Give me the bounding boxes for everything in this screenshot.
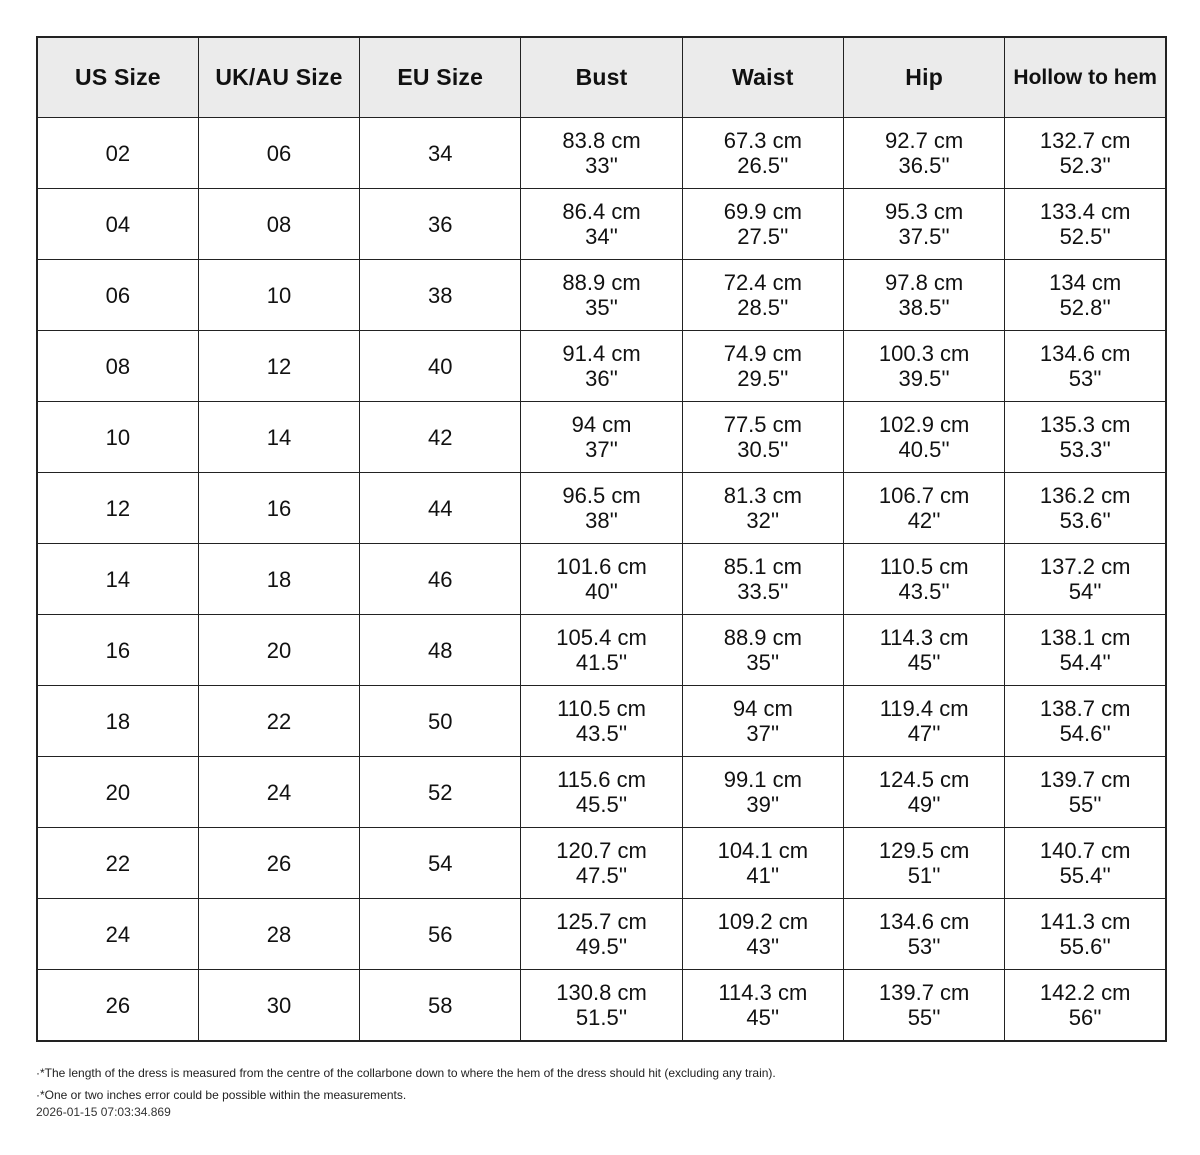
value-inches: 45'' [746,1005,780,1030]
cell-bust [521,402,682,473]
cell-eu-size: 38 [360,260,521,331]
cell-bust [521,473,682,544]
cell-bust [521,615,682,686]
cell-waist [682,118,843,189]
value-cm: 67.3 cm [723,128,802,153]
cell-eu-size: 36 [360,189,521,260]
value-cm: 106.7 cm [878,483,970,508]
header-row [37,37,1166,118]
value-cm: 102.9 cm [878,412,970,437]
cell-hip [843,118,1004,189]
cell-hollow-to-hem [1005,970,1166,1042]
value-cm: 69.9 cm [723,199,802,224]
cell-hip [843,970,1004,1042]
value-inches: 40'' [585,579,618,604]
cell-us-size: 26 [37,970,198,1042]
cell-bust [521,189,682,260]
value-inches: 33'' [585,153,618,178]
value-inches: 43'' [746,934,780,959]
value-inches: 37'' [746,721,780,746]
value-inches: 39'' [746,792,780,817]
value-inches: 54.6'' [1059,721,1111,746]
value-cm: 92.7 cm [885,128,964,153]
value-inches: 34'' [585,224,618,249]
table-row [37,686,1166,757]
value-cm: 99.1 cm [723,767,802,792]
table-row [37,260,1166,331]
value-cm: 139.7 cm [1039,767,1131,792]
cell-uk-au-size: 18 [198,544,359,615]
cell-uk-au-size: 30 [198,970,359,1042]
cell-waist [682,828,843,899]
value-inches: 39.5'' [898,366,950,391]
value-cm: 125.7 cm [556,909,647,934]
table-row [37,615,1166,686]
cell-bust [521,828,682,899]
footnote-measurement-error: ·*One or two inches error could be possible within the measurements. [36,1088,407,1102]
cell-us-size: 04 [37,189,198,260]
cell-uk-au-size: 08 [198,189,359,260]
cell-hip [843,899,1004,970]
value-inches: 36.5'' [898,153,950,178]
value-cm: 138.7 cm [1039,696,1131,721]
value-cm: 88.9 cm [562,270,641,295]
cell-hollow-to-hem [1005,615,1166,686]
cell-bust [521,118,682,189]
table-row [37,189,1166,260]
value-cm: 104.1 cm [717,838,809,863]
value-inches: 54.4'' [1059,650,1111,675]
cell-waist [682,899,843,970]
cell-uk-au-size: 06 [198,118,359,189]
value-cm: 85.1 cm [723,554,802,579]
value-inches: 37'' [585,437,618,462]
value-inches: 43.5'' [575,721,628,746]
cell-hip [843,473,1004,544]
cell-waist [682,331,843,402]
value-cm: 101.6 cm [556,554,647,579]
cell-bust [521,686,682,757]
value-cm: 129.5 cm [878,838,970,863]
cell-us-size: 20 [37,757,198,828]
footnotes [36,1062,776,1106]
cell-us-size: 02 [37,118,198,189]
cell-bust [521,899,682,970]
value-inches: 45.5'' [575,792,628,817]
cell-hip [843,615,1004,686]
cell-hollow-to-hem [1005,899,1166,970]
header-uk-au-size: UK/AU Size [198,37,359,118]
cell-hip [843,757,1004,828]
value-cm: 105.4 cm [556,625,647,650]
cell-bust [521,331,682,402]
value-inches: 51.5'' [575,1005,628,1030]
value-cm: 124.5 cm [878,767,970,792]
value-cm: 91.4 cm [562,341,641,366]
cell-hollow-to-hem [1005,189,1166,260]
cell-eu-size: 40 [360,331,521,402]
cell-us-size: 12 [37,473,198,544]
value-inches: 29.5'' [737,366,789,391]
value-inches: 32'' [746,508,780,533]
value-inches: 35'' [746,650,780,675]
value-cm: 141.3 cm [1039,909,1131,934]
header-hip: Hip [843,37,1004,118]
cell-hip [843,686,1004,757]
value-cm: 109.2 cm [717,909,809,934]
cell-waist [682,189,843,260]
cell-uk-au-size: 24 [198,757,359,828]
value-cm: 139.7 cm [878,980,970,1005]
value-inches: 49'' [907,792,941,817]
value-cm: 74.9 cm [723,341,802,366]
value-inches: 41.5'' [575,650,628,675]
cell-hollow-to-hem [1005,686,1166,757]
value-cm: 133.4 cm [1039,199,1131,224]
value-inches: 37.5'' [898,224,950,249]
header-waist: Waist [682,37,843,118]
value-cm: 115.6 cm [557,767,646,792]
cell-eu-size: 46 [360,544,521,615]
cell-us-size: 08 [37,331,198,402]
value-cm: 114.3 cm [879,625,969,650]
table-row [37,828,1166,899]
cell-eu-size: 52 [360,757,521,828]
value-cm: 88.9 cm [723,625,802,650]
value-inches: 55'' [1068,792,1102,817]
value-inches: 51'' [907,863,941,888]
cell-uk-au-size: 10 [198,260,359,331]
table-row [37,118,1166,189]
table-row [37,544,1166,615]
cell-waist [682,473,843,544]
cell-waist [682,260,843,331]
value-inches: 43.5'' [898,579,950,604]
value-cm: 136.2 cm [1039,483,1131,508]
cell-bust [521,544,682,615]
value-cm: 94 cm [571,412,632,437]
value-cm: 138.1 cm [1039,625,1131,650]
value-cm: 135.3 cm [1039,412,1131,437]
cell-eu-size: 58 [360,970,521,1042]
value-cm: 110.5 cm [557,696,646,721]
value-cm: 119.4 cm [879,696,969,721]
value-cm: 137.2 cm [1039,554,1131,579]
header-us-size: US Size [37,37,198,118]
cell-uk-au-size: 26 [198,828,359,899]
size-chart-table [36,36,1167,1042]
value-cm: 95.3 cm [885,199,964,224]
value-cm: 120.7 cm [556,838,647,863]
value-inches: 53'' [1068,366,1102,391]
value-inches: 52.8'' [1059,295,1111,320]
value-inches: 53.6'' [1059,508,1111,533]
value-inches: 27.5'' [737,224,789,249]
header-bust: Bust [521,37,682,118]
value-cm: 81.3 cm [723,483,802,508]
cell-hollow-to-hem [1005,331,1166,402]
value-inches: 52.5'' [1059,224,1111,249]
value-inches: 26.5'' [737,153,789,178]
cell-eu-size: 42 [360,402,521,473]
value-inches: 35'' [585,295,618,320]
value-inches: 28.5'' [737,295,789,320]
value-inches: 55'' [907,1005,941,1030]
cell-hip [843,331,1004,402]
cell-bust [521,970,682,1042]
cell-us-size: 24 [37,899,198,970]
cell-hollow-to-hem [1005,828,1166,899]
cell-hollow-to-hem [1005,402,1166,473]
cell-eu-size: 34 [360,118,521,189]
table-row [37,331,1166,402]
cell-eu-size: 44 [360,473,521,544]
cell-uk-au-size: 12 [198,331,359,402]
value-cm: 97.8 cm [885,270,964,295]
value-inches: 54'' [1068,579,1102,604]
cell-uk-au-size: 16 [198,473,359,544]
value-inches: 36'' [585,366,618,391]
value-inches: 55.4'' [1059,863,1111,888]
cell-waist [682,970,843,1042]
value-cm: 142.2 cm [1039,980,1131,1005]
cell-eu-size: 56 [360,899,521,970]
cell-uk-au-size: 22 [198,686,359,757]
cell-us-size: 06 [37,260,198,331]
value-inches: 53.3'' [1059,437,1111,462]
value-inches: 40.5'' [898,437,950,462]
timestamp: 2026-01-15 07:03:34.869 [36,1105,171,1119]
value-cm: 130.8 cm [556,980,647,1005]
table-row [37,899,1166,970]
cell-bust [521,260,682,331]
cell-waist [682,544,843,615]
cell-hip [843,260,1004,331]
cell-hollow-to-hem [1005,757,1166,828]
value-inches: 45'' [907,650,941,675]
value-cm: 86.4 cm [562,199,641,224]
value-cm: 134 cm [1049,270,1122,295]
value-inches: 47.5'' [575,863,628,888]
cell-us-size: 10 [37,402,198,473]
cell-hollow-to-hem [1005,544,1166,615]
cell-hip [843,828,1004,899]
cell-uk-au-size: 20 [198,615,359,686]
cell-hip [843,402,1004,473]
value-inches: 42'' [907,508,941,533]
table-row [37,757,1166,828]
value-inches: 30.5'' [737,437,789,462]
cell-waist [682,757,843,828]
footnote-dress-length: ·*The length of the dress is measured from the centre of the collarbone down to where the hem of the dress should hit (excluding any train). [36,1066,776,1080]
cell-uk-au-size: 28 [198,899,359,970]
value-cm: 83.8 cm [562,128,641,153]
value-cm: 134.6 cm [1039,341,1131,366]
value-inches: 33.5'' [737,579,789,604]
value-inches: 38'' [585,508,618,533]
value-inches: 49.5'' [575,934,628,959]
value-inches: 55.6'' [1059,934,1111,959]
value-inches: 52.3'' [1059,153,1111,178]
table-row [37,473,1166,544]
value-cm: 94 cm [732,696,793,721]
cell-waist [682,686,843,757]
value-cm: 77.5 cm [723,412,802,437]
cell-eu-size: 48 [360,615,521,686]
value-cm: 72.4 cm [723,270,802,295]
cell-hollow-to-hem [1005,118,1166,189]
value-inches: 47'' [907,721,941,746]
cell-hip [843,544,1004,615]
cell-hip [843,189,1004,260]
cell-eu-size: 50 [360,686,521,757]
cell-waist [682,615,843,686]
value-cm: 140.7 cm [1039,838,1131,863]
value-inches: 38.5'' [898,295,950,320]
header-eu-size: EU Size [360,37,521,118]
value-cm: 96.5 cm [562,483,641,508]
cell-us-size: 16 [37,615,198,686]
cell-us-size: 14 [37,544,198,615]
cell-hollow-to-hem [1005,260,1166,331]
value-cm: 114.3 cm [718,980,808,1005]
cell-bust [521,757,682,828]
cell-uk-au-size: 14 [198,402,359,473]
size-chart-header [37,37,1166,118]
cell-waist [682,402,843,473]
cell-us-size: 18 [37,686,198,757]
value-inches: 53'' [907,934,941,959]
cell-hollow-to-hem [1005,473,1166,544]
cell-eu-size: 54 [360,828,521,899]
value-cm: 100.3 cm [878,341,970,366]
header-hollow-to-hem: Hollow to hem [1005,37,1166,118]
value-inches: 56'' [1068,1005,1102,1030]
cell-us-size: 22 [37,828,198,899]
table-row [37,970,1166,1042]
table-row [37,402,1166,473]
value-cm: 110.5 cm [879,554,969,579]
value-cm: 134.6 cm [878,909,970,934]
size-chart-body [37,118,1166,1042]
value-cm: 132.7 cm [1039,128,1131,153]
value-inches: 41'' [746,863,780,888]
